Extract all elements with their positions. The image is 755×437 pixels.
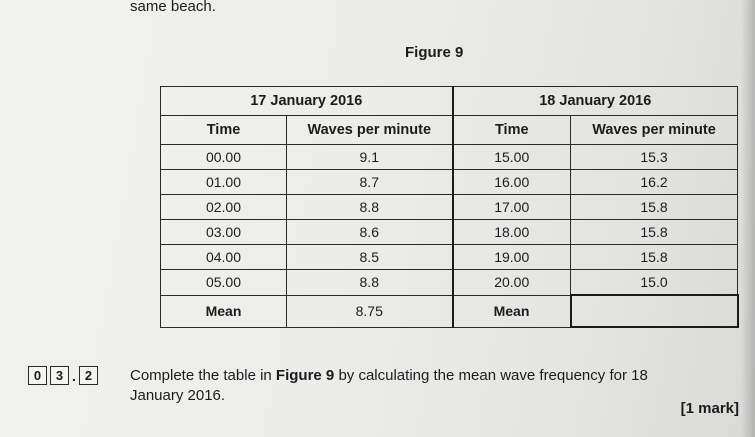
table-cell: 02.00 xyxy=(161,195,287,220)
mean-label-left: Mean xyxy=(161,295,287,327)
table-cell: 9.1 xyxy=(287,145,453,170)
wave-frequency-table xyxy=(160,86,739,328)
table-cell: 19.00 xyxy=(453,245,571,270)
table-cell: 15.8 xyxy=(571,220,738,245)
table-row xyxy=(161,220,738,245)
table-cell: 15.8 xyxy=(571,245,738,270)
table-cell: 8.5 xyxy=(287,245,453,270)
table-row xyxy=(161,245,738,270)
date-right-header: 18 January 2016 xyxy=(453,87,738,116)
table-cell: 16.2 xyxy=(571,170,738,195)
figure-label: Figure 9 xyxy=(405,44,464,61)
question-figure-reference: Figure 9 xyxy=(275,367,335,384)
mean-row xyxy=(161,295,738,327)
table-cell: 8.8 xyxy=(287,195,453,220)
question-number xyxy=(28,366,98,385)
page-edge-shadow xyxy=(741,0,755,437)
question-number-separator: . xyxy=(72,367,76,384)
date-left-header: 17 January 2016 xyxy=(161,87,453,116)
column-header: Waves per minute xyxy=(287,116,453,145)
table-cell: 18.00 xyxy=(453,220,571,245)
table-cell: 15.8 xyxy=(571,195,738,220)
table-cell: 03.00 xyxy=(161,220,287,245)
mean-answer-box[interactable] xyxy=(571,295,738,327)
table-cell: 15.0 xyxy=(571,270,738,296)
question-number-box: 0 xyxy=(28,366,47,385)
table-cell: 8.6 xyxy=(287,220,453,245)
column-header: Waves per minute xyxy=(571,116,738,145)
question-number-box: 3 xyxy=(50,366,69,385)
table-cell: 16.00 xyxy=(453,170,571,195)
column-header: Time xyxy=(161,116,287,145)
date-header-row xyxy=(161,87,738,116)
table-cell: 04.00 xyxy=(161,245,287,270)
mean-label-right: Mean xyxy=(453,295,571,327)
question-text-part: by calculating the mean wave frequency for 18 January 2016. xyxy=(130,367,648,404)
column-header-row xyxy=(161,116,738,145)
question-text xyxy=(130,366,690,406)
marks-label: [1 mark] xyxy=(680,400,739,417)
table-cell: 17.00 xyxy=(453,195,571,220)
table-cell: 00.00 xyxy=(161,145,287,170)
question-number-box: 2 xyxy=(79,366,98,385)
table-cell: 20.00 xyxy=(453,270,571,296)
intro-text: same beach. xyxy=(130,0,216,15)
mean-value-left: 8.75 xyxy=(287,295,453,327)
table-cell: 15.00 xyxy=(453,145,571,170)
question-text-part: Complete the table in xyxy=(130,367,276,384)
table-cell: 05.00 xyxy=(161,270,287,296)
table-cell: 01.00 xyxy=(161,170,287,195)
column-header: Time xyxy=(453,116,571,145)
table-cell: 15.3 xyxy=(571,145,738,170)
table-row xyxy=(161,145,738,170)
table-cell: 8.8 xyxy=(287,270,453,296)
table-row xyxy=(161,270,738,296)
table-row xyxy=(161,170,738,195)
table-row xyxy=(161,195,738,220)
table-cell: 8.7 xyxy=(287,170,453,195)
